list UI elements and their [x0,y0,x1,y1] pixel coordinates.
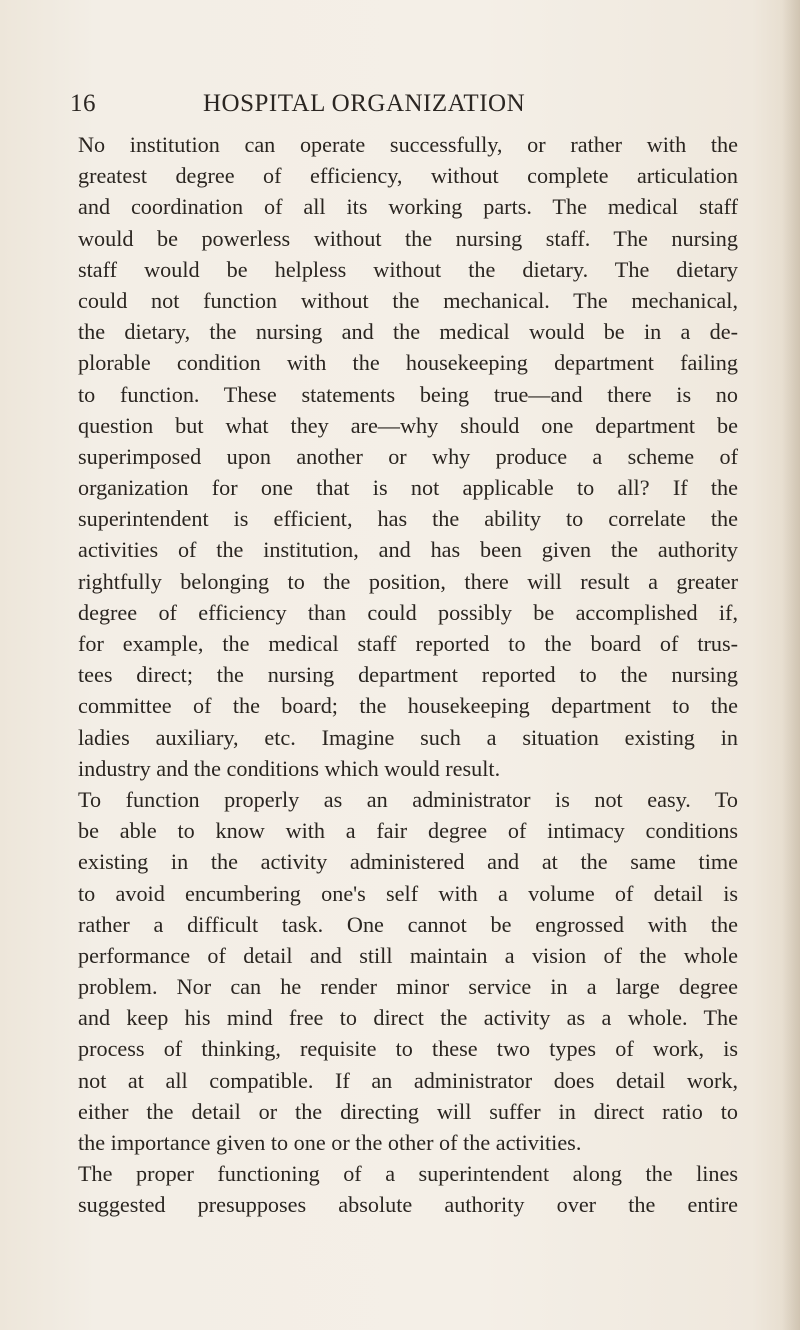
text-line: could not function without the mechanical. The mechanical, [78,287,738,313]
text-line: degree of efficiency than could possibly be accomplished if, [78,599,738,625]
text-line: staff would be helpless without the dietary. The dietary [78,256,738,282]
text-line: would be powerless without the nursing staff. The nursing [78,225,738,251]
text-line: either the detail or the directing will suffer in direct ratio to [78,1098,738,1124]
text-line: be able to know with a fair degree of intimacy conditions [78,818,738,844]
text-line: suggested presupposes absolute authority over the entire [78,1192,738,1218]
text-line: to function. These statements being true—and there is no [78,381,738,407]
text-line: To function properly as an administrator is not easy. To [78,786,738,812]
text-line: superintendent is efficient, has the ability to correlate the [78,506,738,532]
text-line: rightfully belonging to the position, there will result a greater [78,568,738,594]
text-line: plorable condition with the housekeeping department failing [78,350,738,376]
text-line: tees direct; the nursing department reported to the nursing [78,662,738,688]
text-line: and keep his mind free to direct the activity as a whole. The [78,1005,738,1031]
page-number: 16 [70,90,96,117]
text-line: and coordination of all its working parts. The medical staff [78,194,738,220]
text-line: superimposed upon another or why produce a scheme of [78,443,738,469]
page-header [70,90,730,124]
running-head: HOSPITAL ORGANIZATION [203,90,526,117]
text-line: industry and the conditions which would result. [78,755,501,781]
text-line: not at all compatible. If an administrator does detail work, [78,1067,738,1093]
text-line: activities of the institution, and has been given the authority [78,537,738,563]
text-line: the importance given to one or the other of the activities. [78,1130,582,1155]
text-line: question but what they are—why should one department be [78,412,738,438]
text-line: rather a difficult task. One cannot be engrossed with the [78,911,738,937]
text-line: existing in the activity administered and at the same time [78,849,738,875]
text-line: the dietary, the nursing and the medical would be in a de- [78,319,738,345]
text-line: process of thinking, requisite to these two types of work, is [78,1036,738,1062]
text-line: ladies auxiliary, etc. Imagine such a situation existing in [78,724,738,750]
text-line: The proper functioning of a superintendent along the lines [78,1161,738,1187]
text-line: organization for one that is not applicable to all? If the [78,475,738,501]
text-line: to avoid encumbering one's self with a volume of detail is [78,880,738,906]
text-line: for example, the medical staff reported to the board of trus- [78,631,738,656]
text-line: committee of the board; the housekeeping department to the [78,693,738,719]
text-line: greatest degree of efficiency, without complete articulation [78,163,738,189]
text-line: performance of detail and still maintain a vision of the whole [78,942,738,968]
text-line: No institution can operate successfully, or rather with the [78,132,738,157]
page-edge-shadow [782,0,800,1330]
body-text [78,129,738,1221]
text-line: problem. Nor can he render minor service in a large degree [78,974,738,1000]
